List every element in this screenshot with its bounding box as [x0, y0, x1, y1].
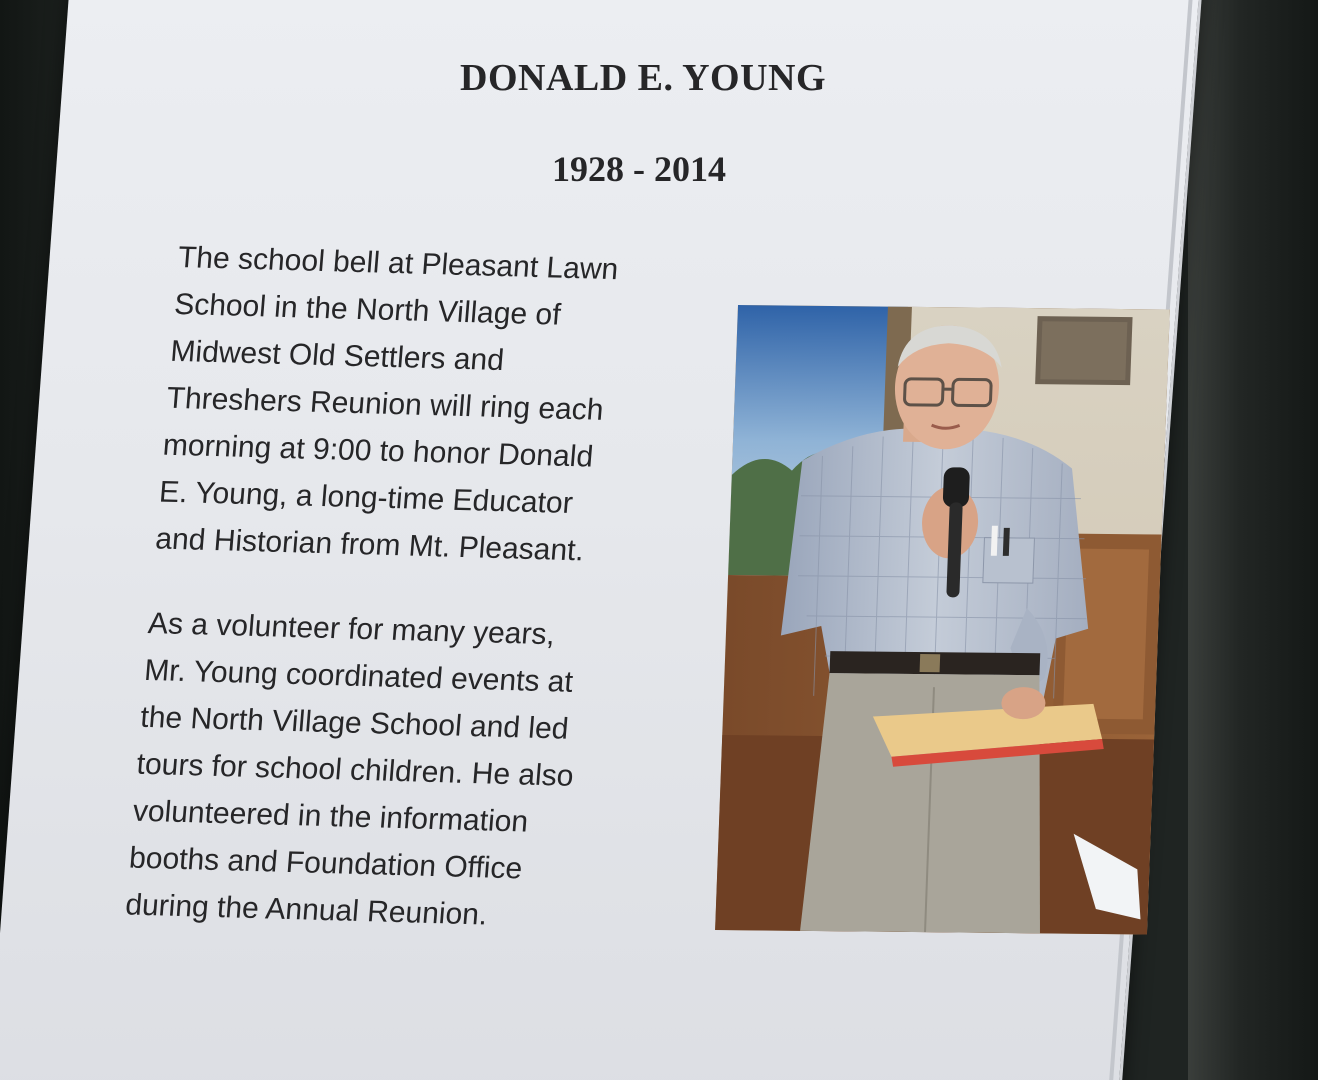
- paragraph-line: volunteered in the information: [131, 794, 530, 839]
- memorial-paragraph-1: [154, 234, 621, 575]
- paragraph-line: The school bell at Pleasant Lawn: [176, 240, 620, 287]
- paragraph-line: the North Village School and led: [139, 700, 570, 746]
- portrait-illustration: [715, 305, 1170, 934]
- paragraph-line: tours for school children. He also: [135, 747, 575, 793]
- paragraph-line: E. Young, a long-time Educator: [157, 475, 575, 521]
- paragraph-line: School in the North Village of: [173, 287, 562, 332]
- paragraph-line: booths and Foundation Office: [127, 841, 524, 886]
- paragraph-line: and Historian from Mt. Pleasant.: [154, 522, 586, 568]
- paragraph-line: Mr. Young coordinated events at: [143, 653, 575, 699]
- paragraph-line: morning at 9:00 to honor Donald: [161, 428, 595, 474]
- portrait-photo: [715, 305, 1170, 934]
- memorial-name: DONALD E. YOUNG: [460, 57, 827, 99]
- paragraph-line: As a volunteer for many years,: [146, 606, 557, 652]
- paragraph-line: during the Annual Reunion.: [124, 888, 489, 932]
- memorial-paragraph-2: [124, 600, 587, 941]
- memorial-years: 1928 - 2014: [552, 149, 726, 189]
- paragraph-line: Midwest Old Settlers and: [169, 334, 506, 378]
- paragraph-line: Threshers Reunion will ring each: [165, 381, 605, 427]
